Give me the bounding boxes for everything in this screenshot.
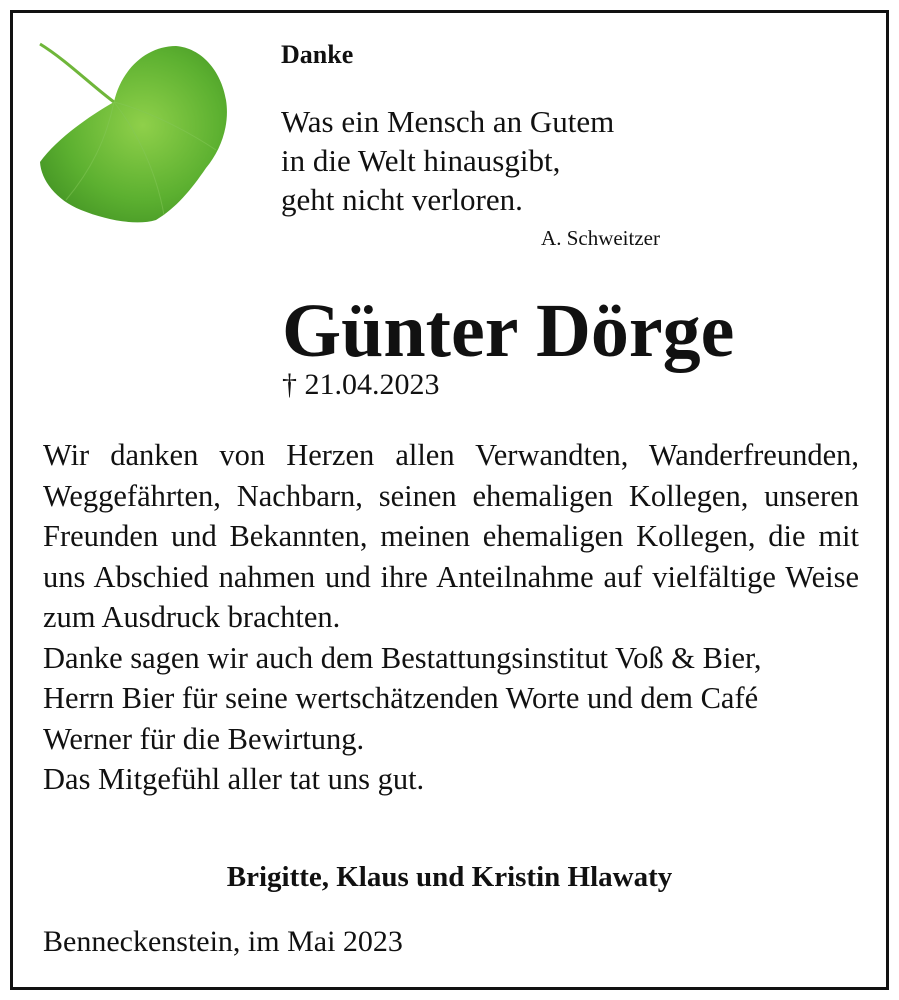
notice-heading: Danke [281,40,354,69]
signers: Brigitte, Klaus und Kristin Hlawaty [226,861,673,893]
body-line: Herrn Bier für seine wertschätzenden Worte und dem Café [43,681,759,715]
deceased-name: Günter Dörge [282,289,735,373]
ginkgo-leaf-icon [36,40,232,226]
quote-line: in die Welt hinausgibt, [281,143,561,178]
quote-author: A. Schweitzer [541,226,660,250]
body-paragraph: Wir danken von Herzen allen Verwandten, Wanderfreunden, Weggefährten, Nachbarn, seinen ehemaligen Kollegen, unseren Freunden und Bekannten, meinen ehemaligen Kollegen, die mit uns Abschied nahmen und ihre Anteilnahme auf vielfältige Weise zum Ausdruck brachten. [43,438,859,634]
body-closing: Das Mitgefühl aller tat uns gut. [43,762,425,796]
quote [281,102,614,219]
quote-line: Was ein Mensch an Gutem [281,104,615,139]
death-date: † 21.04.2023 [282,368,440,401]
place-date: Benneckenstein, im Mai 2023 [43,925,403,958]
quote-line: geht nicht verloren. [281,182,523,217]
body-line: Werner für die Bewirtung. [43,721,365,756]
body-line: Danke sagen wir auch dem Bestattungsinstitut Voß & Bier, [43,640,762,675]
notice-body [43,435,859,800]
